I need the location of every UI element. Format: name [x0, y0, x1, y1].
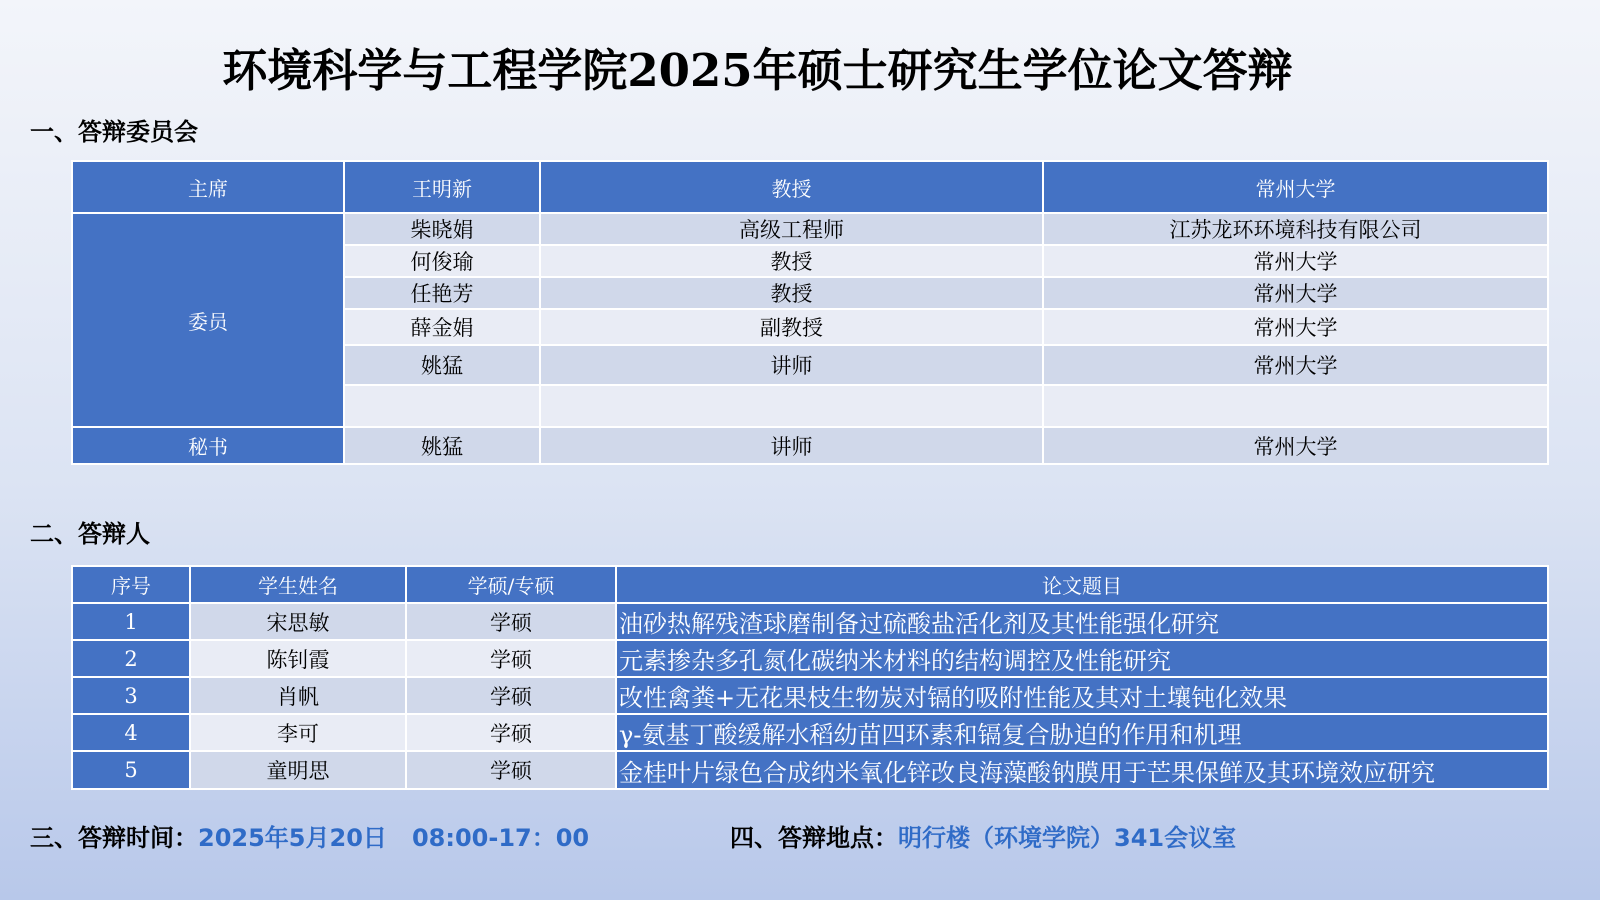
secretary-org: 常州大学 [1043, 427, 1548, 464]
member-title: 高级工程师 [540, 213, 1043, 245]
table-row [72, 677, 1548, 714]
empty-cell [1043, 385, 1548, 427]
row-type: 学硕 [406, 603, 616, 640]
defenders-header-row [72, 566, 1548, 603]
defenders-table [71, 565, 1549, 790]
row-type: 学硕 [406, 714, 616, 751]
defense-time-value: 2025年5月20日 08:00-17：00 [198, 824, 590, 852]
empty-cell [344, 385, 540, 427]
secretary-name: 姚猛 [344, 427, 540, 464]
chair-org: 常州大学 [1043, 161, 1548, 213]
member-name: 任艳芳 [344, 277, 540, 309]
table-row [72, 603, 1548, 640]
row-no: 1 [72, 603, 190, 640]
row-topic: γ-氨基丁酸缓解水稻幼苗四环素和镉复合胁迫的作用和机理 [616, 714, 1548, 751]
member-org: 常州大学 [1043, 245, 1548, 277]
row-name: 陈钊霞 [190, 640, 406, 677]
committee-member-row [72, 213, 1548, 245]
row-no: 2 [72, 640, 190, 677]
header-type: 学硕/专硕 [406, 566, 616, 603]
chair-title: 教授 [540, 161, 1043, 213]
row-type: 学硕 [406, 640, 616, 677]
header-no: 序号 [72, 566, 190, 603]
section-committee-heading: 一、答辩委员会 [30, 118, 198, 146]
member-org: 江苏龙环环境科技有限公司 [1043, 213, 1548, 245]
section-defenders-heading: 二、答辩人 [30, 520, 150, 548]
row-type: 学硕 [406, 751, 616, 789]
row-topic: 改性禽粪+无花果枝生物炭对镉的吸附性能及其对土壤钝化效果 [616, 677, 1548, 714]
header-topic: 论文题目 [616, 566, 1548, 603]
row-topic: 金桂叶片绿色合成纳米氧化锌改良海藻酸钠膜用于芒果保鲜及其环境效应研究 [616, 751, 1548, 789]
row-name: 肖帆 [190, 677, 406, 714]
member-name: 姚猛 [344, 345, 540, 385]
row-topic: 元素掺杂多孔氮化碳纳米材料的结构调控及性能研究 [616, 640, 1548, 677]
committee-table [71, 160, 1549, 465]
member-org: 常州大学 [1043, 345, 1548, 385]
header-name: 学生姓名 [190, 566, 406, 603]
defense-place-value: 明行楼（环境学院）341会议室 [898, 824, 1237, 852]
member-name: 薛金娟 [344, 309, 540, 345]
table-row [72, 714, 1548, 751]
table-row [72, 751, 1548, 789]
member-title: 教授 [540, 245, 1043, 277]
member-title: 教授 [540, 277, 1043, 309]
row-name: 李可 [190, 714, 406, 751]
member-org: 常州大学 [1043, 309, 1548, 345]
defense-time [30, 818, 589, 853]
defense-time-label: 三、答辩时间： [30, 824, 198, 852]
committee-chair-row [72, 161, 1548, 213]
page-title: 环境科学与工程学院2025年硕士研究生学位论文答辩 [222, 44, 1293, 97]
row-no: 4 [72, 714, 190, 751]
member-title: 讲师 [540, 345, 1043, 385]
empty-cell [540, 385, 1043, 427]
member-name: 何俊瑜 [344, 245, 540, 277]
row-name: 童明思 [190, 751, 406, 789]
member-title: 副教授 [540, 309, 1043, 345]
defense-place-label: 四、答辩地点： [730, 824, 898, 852]
chair-role: 主席 [72, 161, 344, 213]
table-row [72, 640, 1548, 677]
row-no: 3 [72, 677, 190, 714]
member-org: 常州大学 [1043, 277, 1548, 309]
row-type: 学硕 [406, 677, 616, 714]
secretary-role: 秘书 [72, 427, 344, 464]
chair-name: 王明新 [344, 161, 540, 213]
row-topic: 油砂热解残渣球磨制备过硫酸盐活化剂及其性能强化研究 [616, 603, 1548, 640]
row-name: 宋思敏 [190, 603, 406, 640]
members-role: 委员 [72, 213, 344, 427]
row-no: 5 [72, 751, 190, 789]
committee-secretary-row [72, 427, 1548, 464]
member-name: 柴晓娟 [344, 213, 540, 245]
defense-place [730, 818, 1236, 853]
secretary-title: 讲师 [540, 427, 1043, 464]
